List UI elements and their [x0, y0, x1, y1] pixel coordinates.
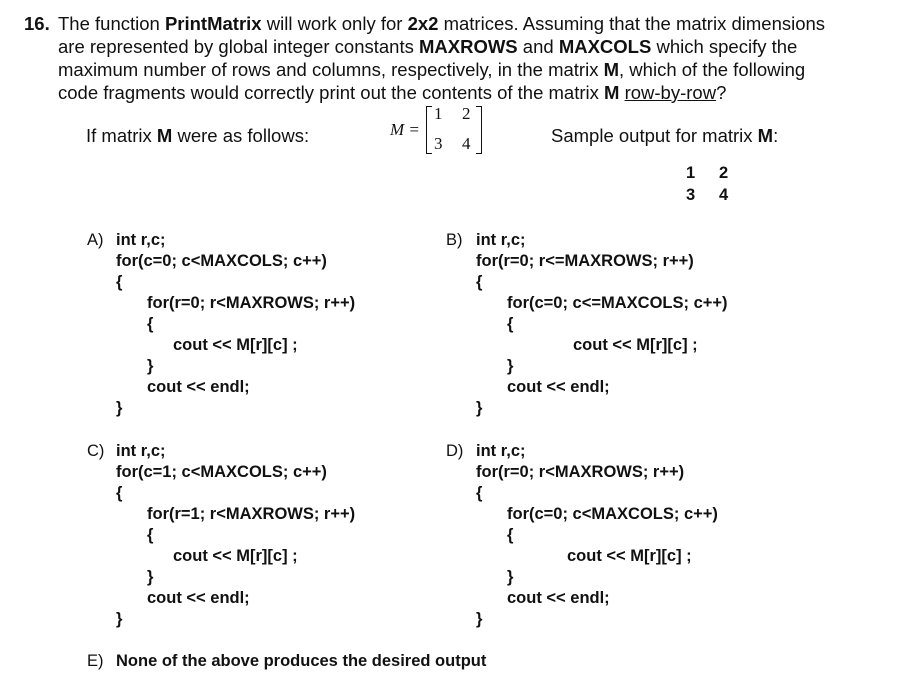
option-b-open1: {	[476, 273, 483, 291]
question-line-2	[58, 35, 797, 58]
option-c-outer-for: for(c=1; c<MAXCOLS; c++)	[116, 463, 327, 481]
option-a-inner-for: for(r=0; r<MAXROWS; r++)	[147, 294, 356, 312]
option-a-open2: {	[147, 315, 154, 333]
matrix-left-bracket	[426, 106, 432, 154]
q4-t1: code fragments would correctly print out the contents of the matrix	[58, 82, 605, 103]
q3-t2: , which of the following	[619, 59, 806, 80]
option-a-outer-for: for(c=0; c<MAXCOLS; c++)	[116, 252, 327, 270]
option-c-close1: }	[116, 610, 123, 628]
option-d-body: cout << M[r][c] ;	[567, 547, 692, 565]
option-d-endl: cout << endl;	[507, 589, 610, 607]
question-line-1	[58, 12, 825, 35]
q4-t3: ?	[716, 82, 727, 103]
sample-output-label	[551, 124, 778, 147]
matrix-symbol: M =	[390, 120, 420, 139]
question-line-4	[58, 81, 726, 104]
option-e-label: E)	[87, 652, 104, 670]
q2-t2: and	[517, 36, 559, 57]
option-d-decl: int r,c;	[476, 442, 526, 460]
q3-t1: maximum number of rows and columns, respectively, in the matrix	[58, 59, 604, 80]
q1-t3: matrices. Assuming that the matrix dimensions	[438, 13, 826, 34]
option-c-open2: {	[147, 526, 154, 544]
option-d-inner-for: for(c=0; c<MAXCOLS; c++)	[507, 505, 718, 523]
q1-t2: will work only for	[261, 13, 408, 34]
matrix-right-bracket	[476, 106, 482, 154]
question-line-3	[58, 58, 805, 81]
option-b-close1: }	[476, 399, 483, 417]
option-b-label: B)	[446, 231, 463, 249]
option-c-endl: cout << endl;	[147, 589, 250, 607]
option-c-inner-for: for(r=1; r<MAXROWS; r++)	[147, 505, 356, 523]
q1-b1: PrintMatrix	[164, 13, 262, 34]
option-a-close1: }	[116, 399, 123, 417]
question-number: 16.	[24, 13, 50, 34]
sample-cell-1-1: 1	[686, 164, 696, 182]
sample-cell-2-1: 3	[686, 186, 696, 204]
option-c-decl: int r,c;	[116, 442, 166, 460]
q2-t3: which specify the	[651, 36, 798, 57]
option-b-decl: int r,c;	[476, 231, 526, 249]
option-d-close1: }	[476, 610, 483, 628]
option-c-label: C)	[87, 442, 105, 460]
q1-t1: The function	[58, 13, 165, 34]
option-c-close2: }	[147, 568, 154, 586]
option-d-outer-for: for(r=0; r<MAXROWS; r++)	[476, 463, 685, 481]
so-t2: :	[773, 125, 779, 146]
mi-t2: were as follows:	[172, 125, 310, 146]
so-t1: Sample output for matrix	[551, 125, 758, 146]
option-d-close2: }	[507, 568, 514, 586]
option-b-outer-for: for(r=0; r<=MAXROWS; r++)	[476, 252, 694, 270]
option-a-endl: cout << endl;	[147, 378, 250, 396]
option-c-open1: {	[116, 484, 123, 502]
option-a-close2: }	[147, 357, 154, 375]
option-b-open2: {	[507, 315, 514, 333]
q2-b1: MAXROWS	[418, 36, 518, 57]
option-b-endl: cout << endl;	[507, 378, 610, 396]
option-d-label: D)	[446, 442, 464, 460]
matrix-cell-2-2: 4	[462, 134, 471, 153]
q1-b2: 2x2	[407, 13, 439, 34]
matrix-cell-1-1: 1	[434, 104, 443, 123]
option-d-open1: {	[476, 484, 483, 502]
q4-u1: row-by-row	[624, 82, 717, 103]
option-c-body: cout << M[r][c] ;	[173, 547, 298, 565]
option-e-text: None of the above produces the desired output	[116, 652, 487, 670]
q3-b1: M	[603, 59, 620, 80]
option-a-body: cout << M[r][c] ;	[173, 336, 298, 354]
q2-t1: are represented by global integer constants	[58, 36, 419, 57]
option-a-decl: int r,c;	[116, 231, 166, 249]
matrix-cell-2-1: 3	[434, 134, 443, 153]
matrix-intro	[86, 124, 309, 147]
matrix-cell-1-2: 2	[462, 104, 471, 123]
option-b-close2: }	[507, 357, 514, 375]
mi-t1: If matrix	[86, 125, 157, 146]
option-a-label: A)	[87, 231, 104, 249]
sample-cell-2-2: 4	[719, 186, 729, 204]
so-b1: M	[757, 125, 774, 146]
option-b-body: cout << M[r][c] ;	[573, 336, 698, 354]
q2-b2: MAXCOLS	[558, 36, 652, 57]
option-b-inner-for: for(c=0; c<=MAXCOLS; c++)	[507, 294, 728, 312]
sample-cell-1-2: 2	[719, 164, 729, 182]
mi-b1: M	[156, 125, 173, 146]
option-d-open2: {	[507, 526, 514, 544]
q4-b1: M	[604, 82, 620, 103]
option-a-open1: {	[116, 273, 123, 291]
